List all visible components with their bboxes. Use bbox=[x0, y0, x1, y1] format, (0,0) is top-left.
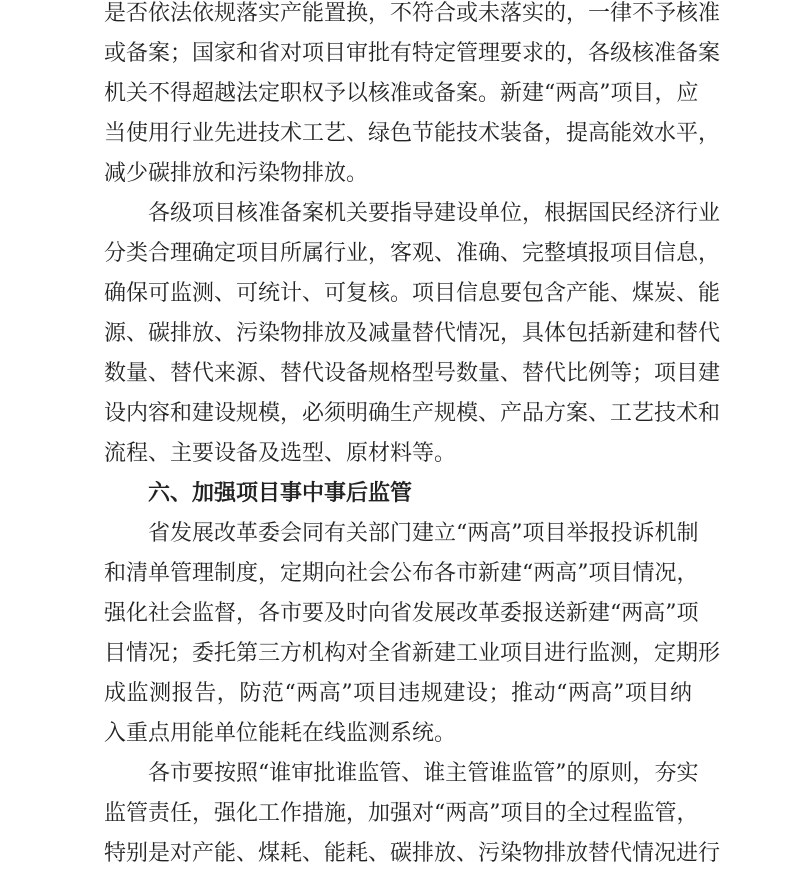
text-line: 特别是对产能、煤耗、能耗、碳排放、污染物排放替代情况进行 bbox=[104, 841, 721, 866]
section-heading: 六、加强项目事中事后监管 bbox=[148, 481, 413, 506]
text-line: 成监测报告，防范“两高”项目违规建设；推动“两高”项目纳 bbox=[104, 681, 692, 706]
paragraph-first-line: 各市要按照“谁审批谁监管、谁主管谁监管”的原则，夯实 bbox=[148, 761, 699, 786]
text-line: 分类合理确定项目所属行业，客观、准确、完整填报项目信息， bbox=[104, 241, 721, 266]
text-line: 机关不得超越法定职权予以核准或备案。新建“两高”项目，应 bbox=[104, 81, 699, 106]
text-line: 入重点用能单位能耗在线监测系统。 bbox=[104, 721, 457, 746]
text-line: 流程、主要设备及选型、原材料等。 bbox=[104, 441, 457, 466]
paragraph-first-line: 各级项目核准备案机关要指导建设单位，根据国民经济行业 bbox=[148, 201, 721, 226]
text-line: 减少碳排放和污染物排放。 bbox=[104, 161, 369, 186]
text-line: 设内容和建设规模，必须明确生产规模、产品方案、工艺技术和 bbox=[104, 401, 721, 426]
text-line: 当使用行业先进技术工艺、绿色节能技术装备，提高能效水平， bbox=[104, 121, 721, 146]
text-line: 或备案；国家和省对项目审批有特定管理要求的，各级核准备案 bbox=[104, 41, 721, 66]
text-line: 和清单管理制度，定期向社会公布各市新建“两高”项目情况， bbox=[104, 561, 699, 586]
text-line: 强化社会监督，各市要及时向省发展改革委报送新建“两高”项 bbox=[104, 601, 699, 626]
text-line: 确保可监测、可统计、可复核。项目信息要包含产能、煤炭、能 bbox=[104, 281, 721, 306]
text-line: 目情况；委托第三方机构对全省新建工业项目进行监测，定期形 bbox=[104, 641, 721, 666]
text-line: 源、碳排放、污染物排放及减量替代情况，具体包括新建和替代 bbox=[104, 321, 721, 346]
text-line: 监管责任，强化工作措施，加强对“两高”项目的全过程监管， bbox=[104, 801, 699, 826]
text-line: 数量、替代来源、替代设备规格型号数量、替代比例等；项目建 bbox=[104, 361, 721, 386]
paragraph-first-line: 省发展改革委会同有关部门建立“两高”项目举报投诉机制 bbox=[148, 521, 699, 546]
text-line: 是否依法依规落实产能置换，不符合或未落实的，一律不予核准 bbox=[104, 1, 721, 26]
